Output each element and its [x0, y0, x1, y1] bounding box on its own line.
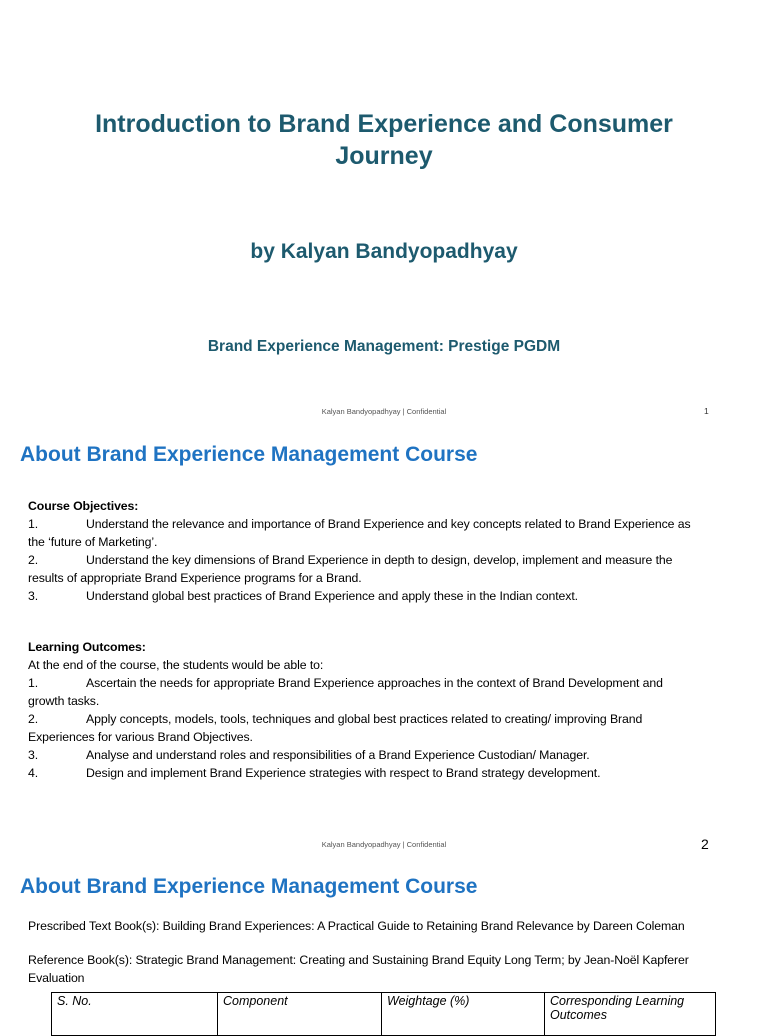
- table-header-cell: Corresponding Learning Outcomes: [545, 993, 716, 1036]
- reference-text: Reference Book(s): Strategic Brand Management: Creating and Sustaining Brand Equity Long Term; by Jean-Noël Kapferer: [28, 953, 689, 967]
- objective-item: [28, 587, 748, 605]
- outcome-text: Analyse and understand roles and responsibilities of a Brand Experience Custodian/ Manager.: [86, 748, 590, 762]
- slide2-heading: About Brand Experience Management Course: [20, 443, 478, 466]
- table-header-cell: Weightage (%): [382, 993, 545, 1036]
- objective-item: [28, 551, 748, 569]
- objective-number: 3.: [28, 589, 39, 603]
- outcome-number: 4.: [28, 766, 39, 780]
- reference-books: [28, 951, 758, 987]
- slide2-footer: Kalyan Bandyopadhyay | Confidential: [321, 840, 447, 849]
- course-objectives: [28, 497, 748, 605]
- objective-number: 2.: [28, 553, 39, 567]
- outcome-text: Design and implement Brand Experience strategies with respect to Brand strategy development.: [86, 766, 601, 780]
- slide1-footer: Kalyan Bandyopadhyay | Confidential: [321, 407, 447, 416]
- outcome-number: 2.: [28, 712, 39, 726]
- outcome-text: Ascertain the needs for appropriate Brand Experience approaches in the context of Brand Development and: [86, 676, 663, 690]
- objective-text: Understand global best practices of Brand Experience and apply these in the Indian context.: [86, 589, 578, 603]
- slide3-heading: About Brand Experience Management Course: [20, 875, 478, 898]
- objective-number: 1.: [28, 517, 39, 531]
- table-header-cell: Component: [218, 993, 382, 1036]
- outcome-number: 1.: [28, 676, 39, 690]
- outcome-number: 3.: [28, 748, 39, 762]
- slide1-page-number: 1: [704, 406, 709, 416]
- outcome-text-cont: Experiences for various Brand Objectives.: [28, 730, 253, 744]
- outcome-item: [28, 710, 748, 728]
- slide1-author: by Kalyan Bandyopadhyay: [250, 240, 518, 263]
- slide1-title: Introduction to Brand Experience and Consumer Journey: [95, 110, 673, 170]
- evaluation-table: [51, 992, 716, 1036]
- objective-text: Understand the relevance and importance of Brand Experience and key concepts related to Brand Experience as: [86, 517, 691, 531]
- outcome-item: [28, 674, 748, 692]
- learning-outcomes: [28, 638, 748, 782]
- objective-text-cont: the ‘future of Marketing’.: [28, 535, 158, 549]
- table-header-row: [52, 993, 716, 1036]
- objective-text-cont: results of appropriate Brand Experience programs for a Brand.: [28, 571, 362, 585]
- outcome-item: [28, 746, 748, 764]
- objectives-title: Course Objectives:: [28, 499, 139, 513]
- outcomes-intro: At the end of the course, the students would be able to:: [28, 658, 324, 672]
- slide2-page-number: 2: [701, 836, 709, 852]
- evaluation-label: Evaluation: [28, 971, 85, 985]
- objective-item: [28, 515, 748, 533]
- objective-text: Understand the key dimensions of Brand Experience in depth to design, develop, implement and measure the: [86, 553, 673, 567]
- outcome-item: [28, 764, 748, 782]
- prescribed-textbook: Prescribed Text Book(s): Building Brand Experiences: A Practical Guide to Retaining Brand Relevance by Dareen Coleman: [28, 919, 685, 933]
- slide1-subtitle: Brand Experience Management: Prestige PGDM: [207, 338, 561, 355]
- table-header-cell: S. No.: [52, 993, 218, 1036]
- outcomes-title: Learning Outcomes:: [28, 640, 146, 654]
- outcome-text-cont: growth tasks.: [28, 694, 100, 708]
- outcome-text: Apply concepts, models, tools, techniques and global best practices related to creating/ improving Brand: [86, 712, 643, 726]
